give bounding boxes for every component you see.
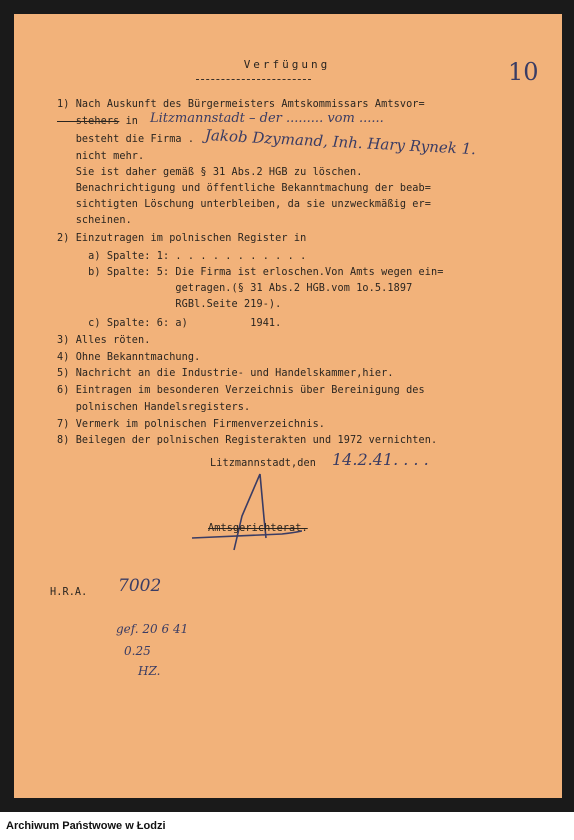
item-2-b-line-1: b) Spalte: 5: Die Firma ist erloschen.Von Amts wegen ein= <box>57 267 444 278</box>
item-1-line-8: scheinen. <box>57 215 132 226</box>
note-fee: 0.25 <box>124 644 151 658</box>
item-8: 8) Beilegen der polnischen Registerakten und 1972 vernichten. <box>57 435 438 446</box>
item-5: 5) Nachricht an die Industrie- und Handelskammer,hier. <box>57 368 394 379</box>
item-1-line-1: 1) Nach Auskunft des Bürgermeisters Amtskommissars Amtsvor= <box>57 99 425 110</box>
handwritten-date: 14.2.41. . . . <box>332 450 429 469</box>
item-1-line-7: sichtigten Löschung unterbleiben, da sie unzweckmäßig er= <box>57 199 432 210</box>
item-2-a: a) Spalte: 1: . . . . . . . . . . . <box>57 251 307 262</box>
item-3: 3) Alles röten. <box>57 335 151 346</box>
archive-footer <box>0 812 574 840</box>
document-title: Verfügung <box>243 58 331 71</box>
item-2-b-line-2: getragen.(§ 31 Abs.2 HGB.vom 1o.5.1897 <box>57 283 413 294</box>
page-number: 10 <box>508 58 539 86</box>
item-2-b-line-3: RGBl.Seite 219-). <box>57 299 282 310</box>
title-underline <box>196 79 311 80</box>
item-1-line-6: Benachrichtigung und öffentliche Bekanntmachung der beab= <box>57 183 432 194</box>
item-1-line-5: Sie ist daher gemäß § 31 Abs.2 HGB zu löschen. <box>57 167 363 178</box>
item-2-c: c) Spalte: 6: a) 1941. <box>57 318 282 329</box>
hra-label: H.R.A. <box>50 587 88 598</box>
item-1-line-3: besteht die Firma . <box>57 134 195 145</box>
handwritten-firm-name: Jakob Dzymand, Inh. Hary Rynek 1. <box>204 126 477 159</box>
item-4: 4) Ohne Bekanntmachung. <box>57 352 201 363</box>
hra-number: 7002 <box>118 576 162 596</box>
archive-name: Archiwum Państwowe w Łodzi <box>6 820 166 832</box>
signature-mark <box>182 468 302 558</box>
date-line: Litzmannstadt,den <box>210 458 316 469</box>
note-received: gef. 20 6 41 <box>116 622 189 636</box>
item-1-line-4: nicht mehr. <box>57 151 145 162</box>
item-2-line-1: 2) Einzutragen im polnischen Register in <box>57 233 307 244</box>
handwritten-place: Litzmannstadt – der ......... vom ...... <box>150 111 384 126</box>
item-1-line-2: stehers in <box>57 116 139 127</box>
signature-title: Amtsgerichterat. <box>208 523 308 534</box>
item-6-line-2: polnischen Handelsregisters. <box>57 402 251 413</box>
item-7: 7) Vermerk im polnischen Firmenverzeichnis. <box>57 419 326 430</box>
item-6-line-1: 6) Eintragen im besonderen Verzeichnis über Bereinigung des <box>57 385 425 396</box>
note-initials: HZ. <box>138 664 161 678</box>
